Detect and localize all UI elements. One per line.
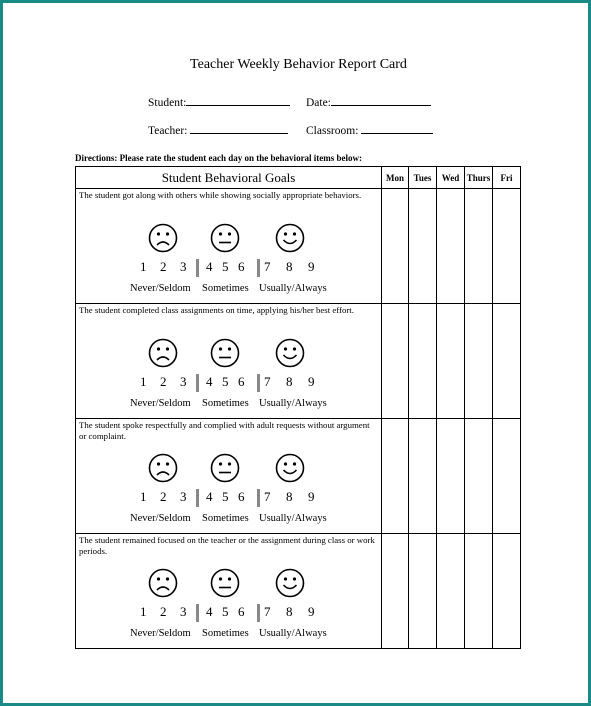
scale-divider	[257, 604, 260, 622]
happy-face-icon	[275, 223, 305, 258]
behavior-table	[75, 166, 521, 649]
day-header: Thurs	[465, 167, 493, 189]
scale-number[interactable]: 1	[140, 374, 147, 389]
day-header: Wed	[437, 167, 465, 189]
teacher-line[interactable]	[190, 122, 288, 134]
scale-divider	[257, 489, 260, 507]
scale-number[interactable]: 1	[140, 604, 147, 619]
scale-number[interactable]: 7	[264, 259, 271, 274]
rating-cell-wed[interactable]	[437, 534, 465, 649]
sad-face-icon	[148, 223, 178, 258]
goal-row	[76, 304, 521, 419]
happy-face-icon	[275, 568, 305, 603]
rating-cell-tues[interactable]	[409, 189, 437, 304]
goal-cell	[76, 419, 382, 534]
rating-cell-thurs[interactable]	[465, 419, 493, 534]
rating-faces	[76, 568, 381, 602]
rating-cell-mon[interactable]	[382, 304, 409, 419]
scale-label: Never/Seldom	[130, 513, 191, 524]
rating-scale	[76, 374, 381, 394]
rating-cell-fri[interactable]	[493, 189, 521, 304]
date-field[interactable]	[306, 94, 431, 109]
happy-face-icon	[275, 338, 305, 373]
scale-number[interactable]: 6	[238, 489, 245, 504]
table-header-row	[76, 167, 521, 189]
scale-number[interactable]: 2	[160, 259, 167, 274]
scale-divider	[196, 374, 199, 392]
teacher-field[interactable]	[148, 122, 288, 137]
neutral-face-icon	[210, 453, 240, 488]
sad-face-icon	[148, 453, 178, 488]
scale-divider	[196, 489, 199, 507]
scale-divider	[196, 604, 199, 622]
rating-faces	[76, 338, 381, 372]
scale-label: Usually/Always	[259, 513, 327, 524]
scale-number[interactable]: 2	[160, 489, 167, 504]
rating-cell-fri[interactable]	[493, 419, 521, 534]
scale-number[interactable]: 4	[206, 489, 213, 504]
rating-cell-mon[interactable]	[382, 189, 409, 304]
classroom-field[interactable]	[306, 122, 433, 137]
scale-divider	[257, 259, 260, 277]
scale-number[interactable]: 7	[264, 374, 271, 389]
rating-cell-fri[interactable]	[493, 304, 521, 419]
scale-number[interactable]: 5	[222, 374, 229, 389]
scale-label: Sometimes	[202, 283, 249, 294]
scale-number[interactable]: 4	[206, 259, 213, 274]
scale-label: Sometimes	[202, 398, 249, 409]
rating-faces	[76, 223, 381, 257]
rating-cell-fri[interactable]	[493, 534, 521, 649]
sad-face-icon	[148, 338, 178, 373]
scale-number[interactable]: 9	[308, 374, 315, 389]
rating-cell-wed[interactable]	[437, 419, 465, 534]
scale-label: Usually/Always	[259, 283, 327, 294]
scale-label: Usually/Always	[259, 398, 327, 409]
scale-number[interactable]: 8	[286, 489, 293, 504]
scale-number[interactable]: 4	[206, 374, 213, 389]
goal-cell	[76, 189, 382, 304]
scale-number[interactable]: 5	[222, 604, 229, 619]
scale-label: Sometimes	[202, 513, 249, 524]
date-label: Date:	[306, 97, 331, 109]
scale-number[interactable]: 3	[180, 374, 187, 389]
scale-number[interactable]: 8	[286, 374, 293, 389]
scale-number[interactable]: 4	[206, 604, 213, 619]
classroom-label: Classroom:	[306, 125, 359, 137]
scale-label: Never/Seldom	[130, 628, 191, 639]
rating-faces	[76, 453, 381, 487]
goal-text: The student got along with others while showing socially appropriate behaviors.	[79, 190, 362, 200]
rating-cell-tues[interactable]	[409, 419, 437, 534]
happy-face-icon	[275, 453, 305, 488]
scale-number[interactable]: 7	[264, 489, 271, 504]
date-line[interactable]	[331, 94, 431, 106]
directions: Directions: Please rate the student each day on the behavioral items below:	[75, 153, 363, 163]
scale-number[interactable]: 6	[238, 374, 245, 389]
rating-scale	[76, 489, 381, 509]
neutral-face-icon	[210, 338, 240, 373]
goal-cell	[76, 304, 382, 419]
scale-number[interactable]: 3	[180, 604, 187, 619]
day-header: Tues	[409, 167, 437, 189]
scale-number[interactable]: 8	[286, 604, 293, 619]
scale-number[interactable]: 1	[140, 489, 147, 504]
student-label: Student:	[148, 97, 187, 109]
day-header: Fri	[493, 167, 521, 189]
goal-cell	[76, 534, 382, 649]
goal-row	[76, 534, 521, 649]
goals-header: Student Behavioral Goals	[76, 167, 382, 189]
scale-divider	[257, 374, 260, 392]
rating-cell-thurs[interactable]	[465, 304, 493, 419]
scale-number[interactable]: 2	[160, 374, 167, 389]
goal-text: The student remained focused on the teacher or the assignment during class or work periods.	[79, 535, 375, 556]
scale-number[interactable]: 9	[308, 604, 315, 619]
classroom-line[interactable]	[361, 122, 433, 134]
scale-label: Usually/Always	[259, 628, 327, 639]
neutral-face-icon	[210, 568, 240, 603]
scale-number[interactable]: 5	[222, 489, 229, 504]
scale-number[interactable]: 3	[180, 489, 187, 504]
day-header: Mon	[382, 167, 409, 189]
rating-scale	[76, 259, 381, 279]
scale-number[interactable]: 2	[160, 604, 167, 619]
scale-number[interactable]: 6	[238, 259, 245, 274]
student-field[interactable]	[148, 94, 290, 109]
rating-cell-wed[interactable]	[437, 189, 465, 304]
rating-cell-tues[interactable]	[409, 534, 437, 649]
teacher-label: Teacher:	[148, 125, 188, 137]
rating-cell-mon[interactable]	[382, 534, 409, 649]
rating-scale	[76, 604, 381, 624]
scale-number[interactable]: 6	[238, 604, 245, 619]
scale-number[interactable]: 1	[140, 259, 147, 274]
scale-label: Never/Seldom	[130, 283, 191, 294]
scale-label: Never/Seldom	[130, 398, 191, 409]
goal-row	[76, 419, 521, 534]
rating-cell-mon[interactable]	[382, 419, 409, 534]
goal-row	[76, 189, 521, 304]
scale-number[interactable]: 9	[308, 489, 315, 504]
scale-label: Sometimes	[202, 628, 249, 639]
scale-divider	[196, 259, 199, 277]
scale-number[interactable]: 7	[264, 604, 271, 619]
rating-cell-wed[interactable]	[437, 304, 465, 419]
student-line[interactable]	[186, 94, 290, 106]
scale-number[interactable]: 5	[222, 259, 229, 274]
rating-cell-tues[interactable]	[409, 304, 437, 419]
scale-number[interactable]: 3	[180, 259, 187, 274]
neutral-face-icon	[210, 223, 240, 258]
rating-cell-thurs[interactable]	[465, 189, 493, 304]
scale-number[interactable]: 8	[286, 259, 293, 274]
goal-text: The student completed class assignments on time, applying his/her best effort.	[79, 305, 354, 315]
page-title: Teacher Weekly Behavior Report Card	[190, 57, 407, 72]
rating-cell-thurs[interactable]	[465, 534, 493, 649]
scale-number[interactable]: 9	[308, 259, 315, 274]
sad-face-icon	[148, 568, 178, 603]
goal-text: The student spoke respectfully and complied with adult requests without argument or complaint.	[79, 420, 370, 441]
